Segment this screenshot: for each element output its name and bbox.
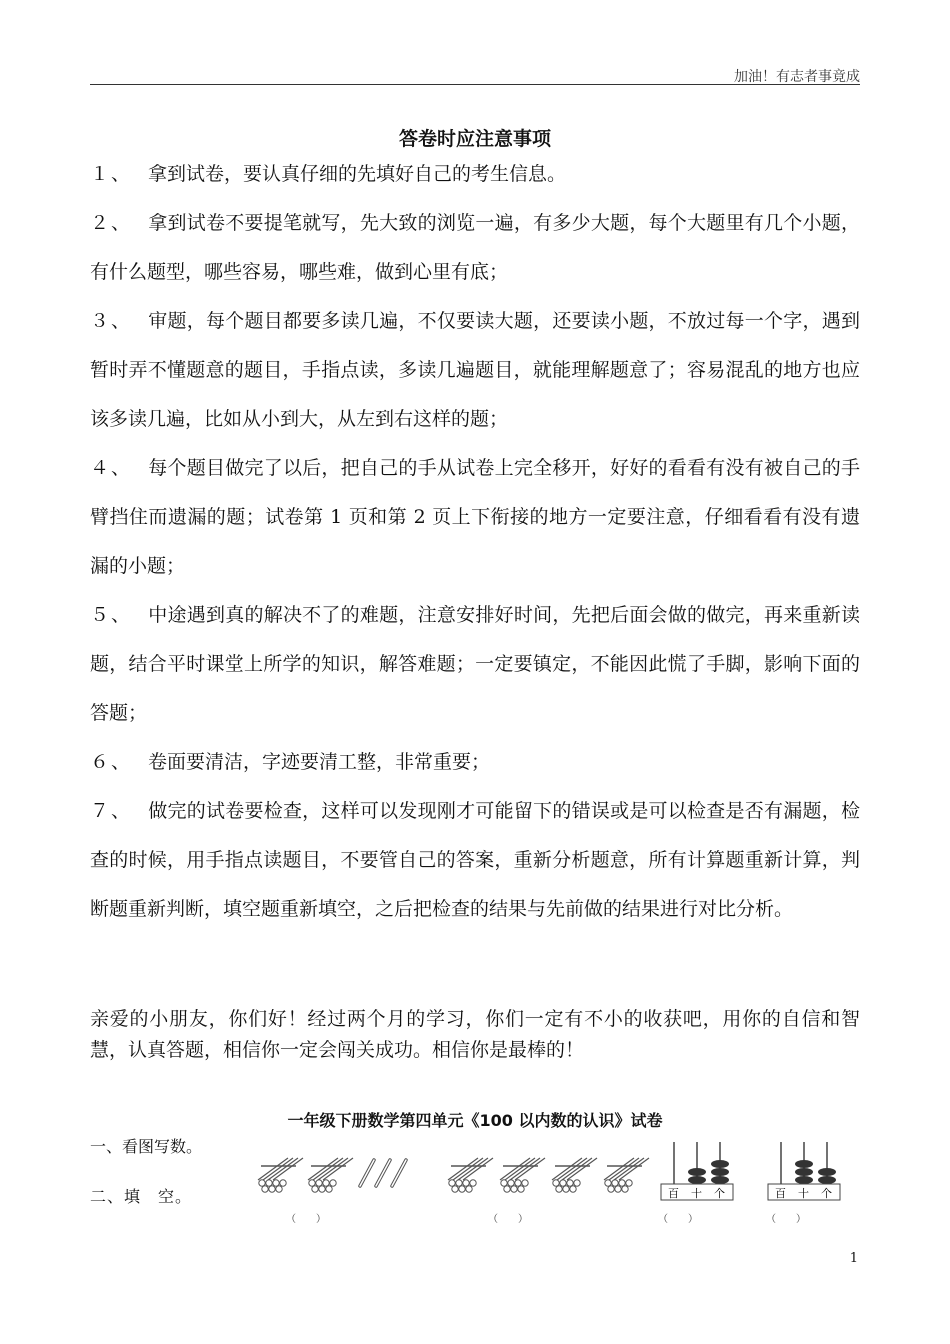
item-number: ４、 — [90, 457, 133, 479]
list-item — [90, 150, 860, 199]
item-text: 每个题目做完了以后，把自己的手从试卷上完全移开，好好的看看有没有被自己的手臂挡住而遗漏的题；试卷第 1 页和第 2 页上下衔接的地方一定要注意，仔细看看有没有遗漏的小题； — [90, 457, 860, 577]
item-number: ６、 — [90, 751, 133, 773]
abacus-1 — [661, 1142, 733, 1200]
abacus-label-tens: 十 — [798, 1187, 809, 1200]
item-number: ３、 — [90, 310, 133, 332]
item-number: １、 — [90, 163, 133, 185]
abacus-label-tens: 十 — [691, 1187, 702, 1200]
page-title: 答卷时应注意事项 — [398, 128, 551, 150]
counting-figures — [256, 1142, 856, 1232]
header-slogan: 加油！有志者事竟成 — [734, 69, 860, 85]
abacus-label-hundreds: 百 — [668, 1187, 679, 1200]
abacus-label-ones: 个 — [714, 1187, 725, 1200]
list-item — [90, 199, 860, 297]
item-text: 卷面要清洁，字迹要清工整，非常重要； — [148, 751, 491, 773]
item-text: 中途遇到真的解决不了的难题，注意安排好时间，先把后面会做的做完，再来重新读题，结合平时课堂上所学的知识，解答难题；一定要镇定，不能因此慌了手脚，影响下面的答题； — [90, 604, 860, 724]
item-number: ２、 — [90, 212, 133, 234]
answer-blank-2[interactable]: （ ） — [488, 1214, 528, 1225]
list-item — [90, 444, 860, 591]
item-text: 审题，每个题目都要多读几遍，不仅要读大题，还要读小题，不放过每一个字，遇到暂时弄不懂题意的题目，手指点读，多读几遍题目，就能理解题意了；容易混乱的地方也应该多读几遍，比如从小到大，从左到右这样的题； — [90, 310, 860, 430]
list-item — [90, 297, 860, 444]
list-item — [90, 787, 860, 934]
item-text: 拿到试卷不要提笔就写，先大致的浏览一遍，有多少大题，每个大题里有几个小题，有什么题型，哪些容易，哪些难，做到心里有底； — [90, 212, 860, 283]
item-text: 拿到试卷，要认真仔细的先填好自己的考生信息。 — [148, 163, 567, 185]
page-number: 1 — [849, 1251, 858, 1266]
answer-blank-4[interactable]: （ ） — [766, 1214, 806, 1225]
list-item — [90, 591, 860, 738]
item-number: ７、 — [90, 800, 133, 822]
abacus-label-ones: 个 — [821, 1187, 832, 1200]
answer-blank-3[interactable]: （ ） — [658, 1214, 698, 1225]
bundle-figure-2 — [448, 1158, 649, 1192]
intro-paragraph: 亲爱的小朋友，你们好！经过两个月的学习，你们一定有不小的收获吧，用你的自信和智慧，认真答题，相信你一定会闯关成功。相信你是最棒的！ — [90, 1008, 860, 1061]
notice-list — [90, 150, 860, 934]
question-1-heading: 一、看图写数。 — [90, 1137, 203, 1156]
abacus-2 — [768, 1142, 840, 1200]
exam-title: 一年级下册数学第四单元《100 以内数的认识》试卷 — [287, 1111, 663, 1130]
header-divider — [90, 84, 860, 85]
item-text: 做完的试卷要检查，这样可以发现刚才可能留下的错误或是可以检查是否有漏题，检查的时候，用手指点读题目，不要管自己的答案，重新分析题意，所有计算题重新计算，判断题重新判断，填空题重新填空，之后把检查的结果与先前做的结果进行对比分析。 — [90, 800, 860, 920]
list-item — [90, 738, 860, 787]
answer-blank-1[interactable]: （ ） — [286, 1214, 326, 1225]
item-number: ５、 — [90, 604, 133, 626]
bundle-figure-1 — [258, 1158, 406, 1192]
question-2-heading: 二、填 空。 — [90, 1187, 193, 1206]
abacus-label-hundreds: 百 — [775, 1187, 786, 1200]
